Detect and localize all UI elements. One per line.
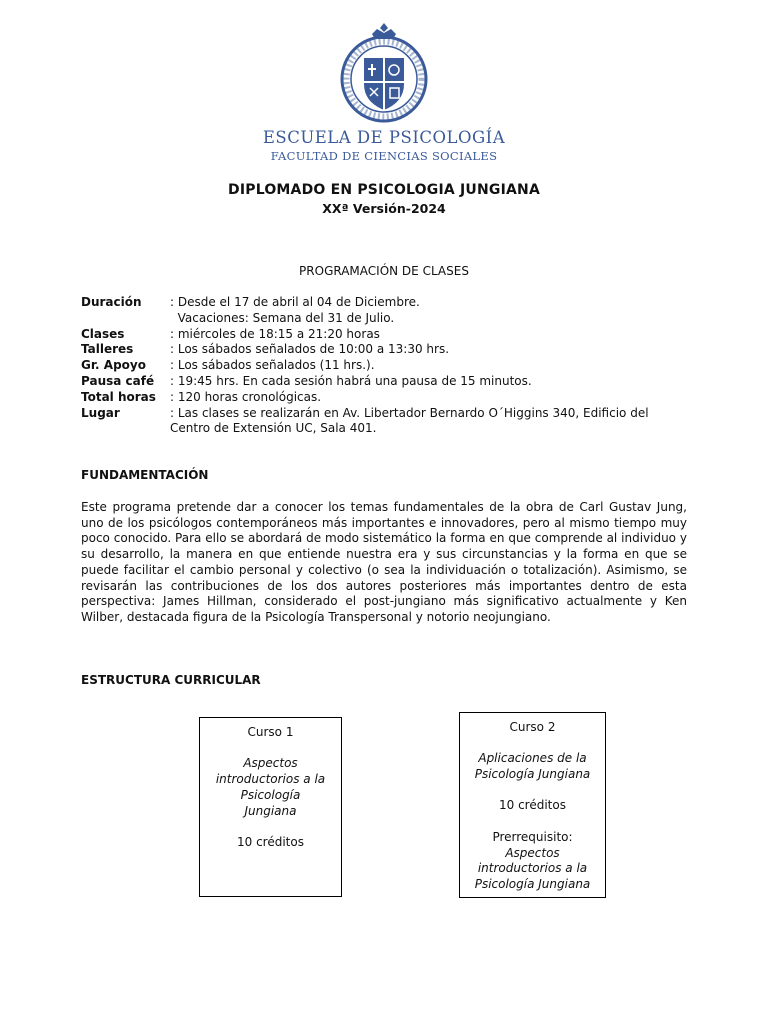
- course-name-line: introductorios a la: [215, 772, 326, 787]
- info-row-clases: [81, 327, 691, 343]
- document-title: DIPLOMADO EN PSICOLOGIA JUNGIANA: [228, 182, 540, 198]
- class-info-table: [81, 295, 691, 437]
- prereq-line: introductorios a la: [477, 861, 588, 876]
- faculty-name: FACULTAD DE CIENCIAS SOCIALES: [270, 149, 498, 163]
- info-value: : Las clases se realizarán en Av. Libertador Bernardo O´Higgins 340, Edificio del Centro de Extensión UC, Sala 401.: [170, 405, 649, 436]
- info-label: Duración: [81, 295, 142, 309]
- prereq-label: Prerrequisito:: [492, 829, 573, 844]
- course-name-line: Jungiana: [244, 803, 297, 818]
- info-row-talleres: [81, 342, 691, 358]
- course-title: Curso 2: [509, 720, 556, 734]
- info-value: : Los sábados señalados de 10:00 a 13:30 hrs.: [170, 342, 450, 357]
- info-label: Pausa café: [81, 373, 155, 388]
- course-box-1: [199, 717, 342, 897]
- course-credits: 10 créditos: [499, 798, 566, 813]
- info-value: : 120 horas cronológicas.: [170, 389, 322, 404]
- course-box-2: [459, 712, 606, 898]
- course-name-line: Aplicaciones de la: [478, 751, 587, 766]
- prereq-line: Psicología Jungiana: [474, 876, 591, 891]
- info-label: Gr. Apoyo: [81, 358, 146, 373]
- course-credits: 10 créditos: [237, 834, 304, 849]
- programacion-heading: PROGRAMACIÓN DE CLASES: [299, 264, 469, 278]
- info-label: Talleres: [81, 342, 134, 357]
- prereq-line: Aspectos: [505, 845, 560, 860]
- info-value: : Los sábados señalados (11 hrs.).: [170, 358, 375, 373]
- fundamentacion-paragraph: Este programa pretende dar a conocer los temas fundamentales de la obra de Carl Gustav Jung, uno de los psicólogos contemporáneos más importantes e innovadores, pero al mismo tiempo muy poco conocido. Para ello se abordará de modo sistemático la forma en que comprende al individuo y su desarrollo, la manera en que entiende nuestra era y sus circunstancias y la forma en que se puede facilitar el cambio personal y colectivo (o sea la individuación o totalización). Asimismo, se revisarán las contribuciones de los dos autores posteriores más importantes dentro de esta perspectiva: James Hillman, considerado el post-jungiano más significativo actualmente y Ken Wilber, destacada figura de la Psicología Transpersonal y notorio neojungiano.: [81, 500, 687, 624]
- info-value: : Desde el 17 de abril al 04 de Diciembre.: [170, 295, 420, 309]
- university-seal-logo: [339, 22, 429, 126]
- info-value: : 19:45 hrs. En cada sesión habrá una pausa de 15 minutos.: [170, 373, 532, 388]
- info-row-gr-apoyo: [81, 358, 691, 374]
- info-row-total-horas: [81, 390, 691, 406]
- info-label: Total horas: [81, 389, 156, 404]
- document-subtitle: XXª Versión-2024: [322, 201, 446, 216]
- info-label: Lugar: [81, 405, 120, 420]
- fundamentacion-heading: FUNDAMENTACIÓN: [81, 468, 209, 482]
- info-value: : miércoles de 18:15 a 21:20 horas: [170, 326, 380, 341]
- info-label: Clases: [81, 326, 125, 341]
- school-name: ESCUELA DE PSICOLOGÍA: [262, 128, 506, 147]
- course-name-line: Psicología Jungiana: [474, 767, 591, 782]
- estructura-heading: ESTRUCTURA CURRICULAR: [81, 673, 261, 687]
- info-row-vacaciones: [81, 311, 691, 327]
- info-row-duracion: [81, 295, 691, 311]
- course-name-line: Psicología: [240, 787, 301, 802]
- info-row-pausa-cafe: [81, 374, 691, 390]
- course-name-line: Aspectos: [243, 756, 298, 771]
- info-value: Vacaciones: Semana del 31 de Julio.: [170, 310, 395, 325]
- course-title: Curso 1: [247, 725, 294, 739]
- info-row-lugar: [81, 406, 691, 438]
